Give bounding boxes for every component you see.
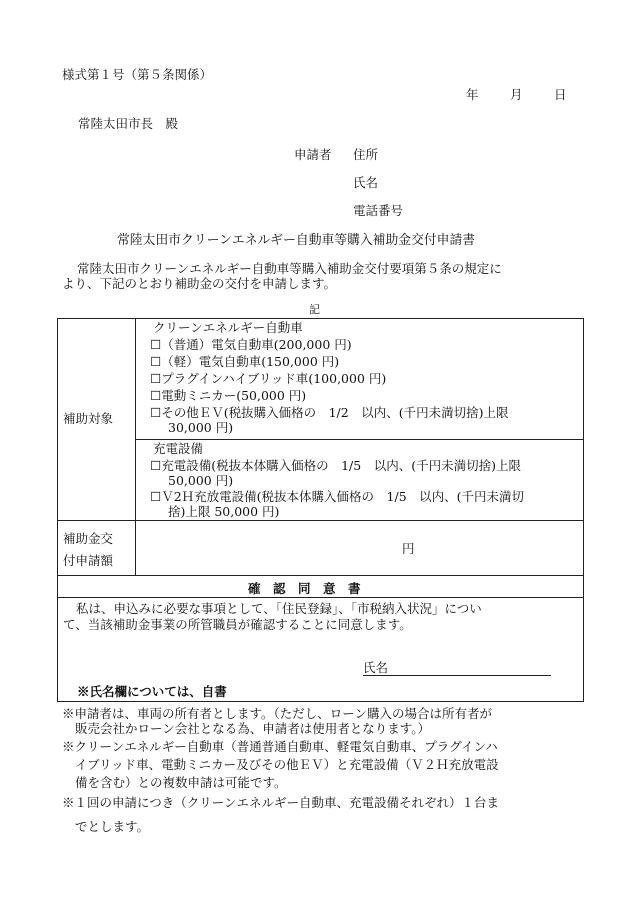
applicant-label: 申請者 [294,147,332,162]
charging-heading: 充電設備 [153,441,204,456]
note-multiple-line-1: ※クリーンエネルギー自動車（普通普通自動車、軽電気自動車、プラグインハ [62,739,498,754]
note-owner [62,706,582,736]
target-label: 補助対象 [63,411,114,426]
consent-line-2: て、当該補助金事業の所管職員が確認することに同意します。 [63,617,412,632]
note-limit-line-2: でとします。 [75,819,150,834]
consent-line-1: 私は、申込みに必要な事項として、「住民登録」、「市税納入状況」につい [76,601,482,616]
phone-label: 電話番号 [353,203,404,218]
note-limit-line-1: ※１回の申請につき（クリーンエネルギー自動車、充電設備それぞれ）１台ま [62,795,500,810]
amount-label-1: 補助金交 [63,531,114,546]
note-owner-line-2: 販売会社かローン会社となる為、申請者は使用者となります。） [75,721,431,736]
vehicle-option-other-ev[interactable]: ☐その他ＥＶ(税抜購入価格の 1/2 以内、(千円未満切捨)上限 [150,405,509,420]
intro-line-1: 常陸太田市クリーンエネルギー自動車等購入補助金交付要項第５条の規定に [77,261,502,276]
vehicle-option-minicar[interactable]: ☐電動ミニカー(50,000 円) [150,388,307,403]
note-limit [62,795,582,834]
consent-heading: 確 認 同 意 書 [248,581,361,596]
document-title: 常陸太田市クリーンエネルギー自動車等購入補助金交付申請書 [117,233,476,248]
application-table [57,318,584,702]
charging-option-v2h[interactable]: ☐Ｖ2Ｈ充放電設備(税抜本体購入価格の 1/5 以内、(千円未満切 [150,489,525,504]
row-divider-inner [135,439,583,440]
signature-line[interactable] [363,675,551,676]
charging-option-v2h-cont: 捨)上限 50,000 円) [168,504,280,519]
amount-yen: 円 [402,541,415,556]
charging-option-charger[interactable]: ☐充電設備(税抜本体購入価格の 1/5 以内、(千円未満切捨)上限 [150,458,521,473]
date-month: 月 [510,87,523,102]
ki-marker: 記 [309,303,320,316]
vehicle-option-other-ev-cont: 30,000 円) [168,420,234,435]
charging-option-charger-cont: 50,000 円) [168,473,234,488]
vehicle-option-ev-kei[interactable]: ☐（軽）電気自動車(150,000 円) [150,354,340,369]
notes-section [62,706,582,836]
date-year: 年 [466,87,479,102]
handwrite-note: ※氏名欄については、自書 [77,684,227,699]
column-divider [135,319,136,575]
note-multiple [62,739,582,790]
note-owner-line-1: ※申請者は、車両の所有者とします。（ただし、ローン購入の場合は所有者が [62,706,493,721]
addressee: 常陸太田市長 殿 [78,116,179,131]
row-divider-1 [58,520,583,521]
address-label: 住所 [353,147,379,162]
row-divider-3 [58,597,583,598]
form-number: 様式第１号（第５条関係） [62,67,213,82]
vehicle-option-phv[interactable]: ☐プラグインハイブリッド車(100,000 円) [150,371,387,386]
intro-line-2: より、下記のとおり補助金の交付を申請します。 [62,276,337,291]
amount-label-2: 付申請額 [63,553,114,568]
vehicle-option-ev-normal[interactable]: ☐（普通）電気自動車(200,000 円) [150,337,352,352]
vehicle-heading: クリーンエネルギー自動車 [153,320,303,335]
note-multiple-line-2: イブリッド車、電動ミニカー及びその他ＥＶ）と充電設備（Ｖ２Ｈ充放電設 [75,757,499,772]
row-divider-2 [58,575,583,576]
consent-name-label: 氏名 [363,660,389,675]
name-label: 氏名 [353,175,379,190]
note-multiple-line-3: 備を含む）との複数申請は可能です。 [75,775,287,790]
date-day: 日 [554,87,567,102]
